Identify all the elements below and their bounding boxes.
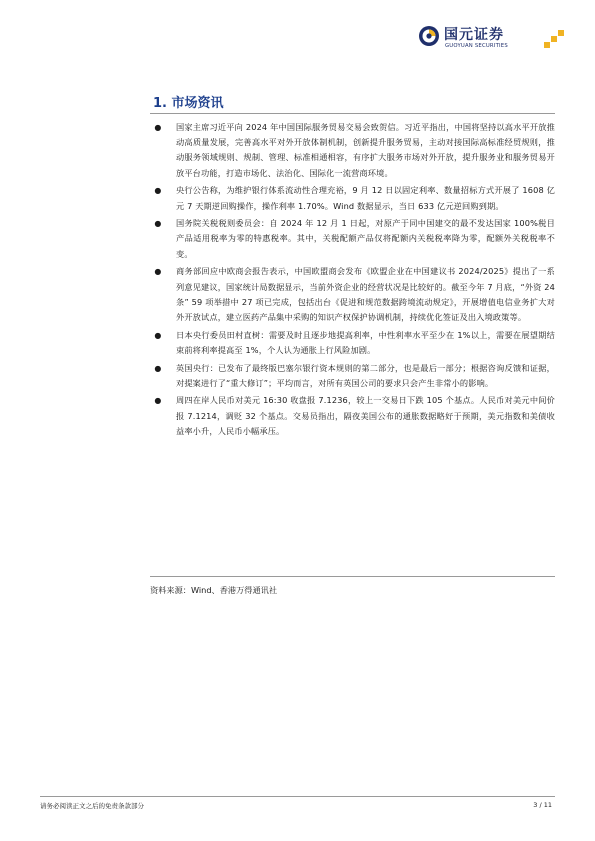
- list-item: [150, 393, 555, 439]
- list-item: [150, 264, 555, 325]
- footer-disclaimer: 请务必阅读正文之后的免责条款部分: [40, 802, 144, 810]
- bullet-icon: ●: [154, 219, 162, 229]
- list-item-text: 周四在岸人民币对美元 16:30 收盘报 7.1236，较上一交易日下跌 105 个基点。人民币对美元中间价报 7.1214，调贬 32 个基点。交易员指出，隔夜美国公布的通胀数据略好于预期，美元指数和美债收益率小升，人民币小幅承压。: [176, 395, 555, 436]
- list-item: [150, 361, 555, 391]
- brand-logo: [418, 22, 568, 58]
- bullet-icon: ●: [154, 330, 162, 340]
- news-list: [150, 120, 555, 442]
- bullet-icon: ●: [154, 396, 162, 406]
- list-item: [150, 216, 555, 262]
- stairs-icon: [544, 28, 564, 48]
- list-item-text: 英国央行：已发布了最终版巴塞尔银行资本规则的第二部分，也是最后一部分；根据咨询反馈和证据，对提案进行了“重大修订”；平均而言，对所有英国公司的要求只会产生非常小的影响。: [176, 362, 555, 388]
- section-divider-top: [150, 113, 555, 114]
- section-title: 1. 市场资讯: [153, 96, 224, 111]
- list-item: [150, 120, 555, 181]
- brand-name: 国元证券: [444, 27, 504, 43]
- list-item-text: 日本央行委员田村直树：需要及时且逐步地提高利率，中性利率水平至少在 1%以上，需要在展望期结束前将利率提高至 1%，个人认为通胀上行风险加剧。: [176, 329, 555, 355]
- list-item: [150, 328, 555, 358]
- bullet-icon: ●: [154, 267, 162, 277]
- source-note: 资料来源：Wind、香港万得通讯社: [150, 585, 278, 595]
- guoyuan-emblem-icon: [418, 25, 440, 47]
- list-item-text: 商务部回应中欧商会报告表示，中国欧盟商会发布《欧盟企业在中国建议书 2024/2025》提出了一系列意见建议，国家统计局数据显示，当前外资企业的经营状况是比较好的。截至今年 7 月底，“外资 24 条” 59 项举措中 27 项已完成，包括出台《促进和规范数据跨境流动规定》，开展增值电信业务扩大对外开放试点，建立医药产品集中采购的知识产权保护协调机制，持续优化签证及出入境政策等。: [176, 266, 555, 322]
- bullet-icon: ●: [154, 186, 162, 196]
- bullet-icon: ●: [154, 363, 162, 373]
- page-number: 3 / 11: [533, 801, 552, 809]
- bullet-icon: ●: [154, 123, 162, 132]
- brand-subtitle: GUOYUAN SECURITIES: [445, 43, 508, 49]
- list-item-text: 国家主席习近平向 2024 年中国国际服务贸易交易会致贺信。习近平指出，中国将坚持以高水平开放推动高质量发展，完善高水平对外开放体制机制，创新提升服务贸易，主动对接国际高标准经贸规则，推动服务领域规则、规制、管理、标准相通相容，有序扩大服务市场对外开放，提升服务业和服务贸易开放平台功能，打造市场化、法治化、国际化一流营商环境。: [176, 122, 555, 178]
- list-item-text: 央行公告称，为维护银行体系流动性合理充裕，9 月 12 日以固定利率、数量招标方式开展了 1608 亿元 7 天期逆回购操作，操作利率 1.70%。Wind 数据显示，当日 633 亿元逆回购到期。: [176, 185, 555, 211]
- list-item: [150, 183, 555, 213]
- section-divider-bottom: [150, 576, 555, 577]
- footer-divider: [40, 796, 555, 797]
- list-item-text: 国务院关税税则委员会：自 2024 年 12 月 1 日起，对原产于同中国建交的最不发达国家 100%税目产品适用税率为零的特惠税率。其中，关税配额产品仅将配额内关税税率降为零，配额外关税税率不变。: [176, 218, 555, 259]
